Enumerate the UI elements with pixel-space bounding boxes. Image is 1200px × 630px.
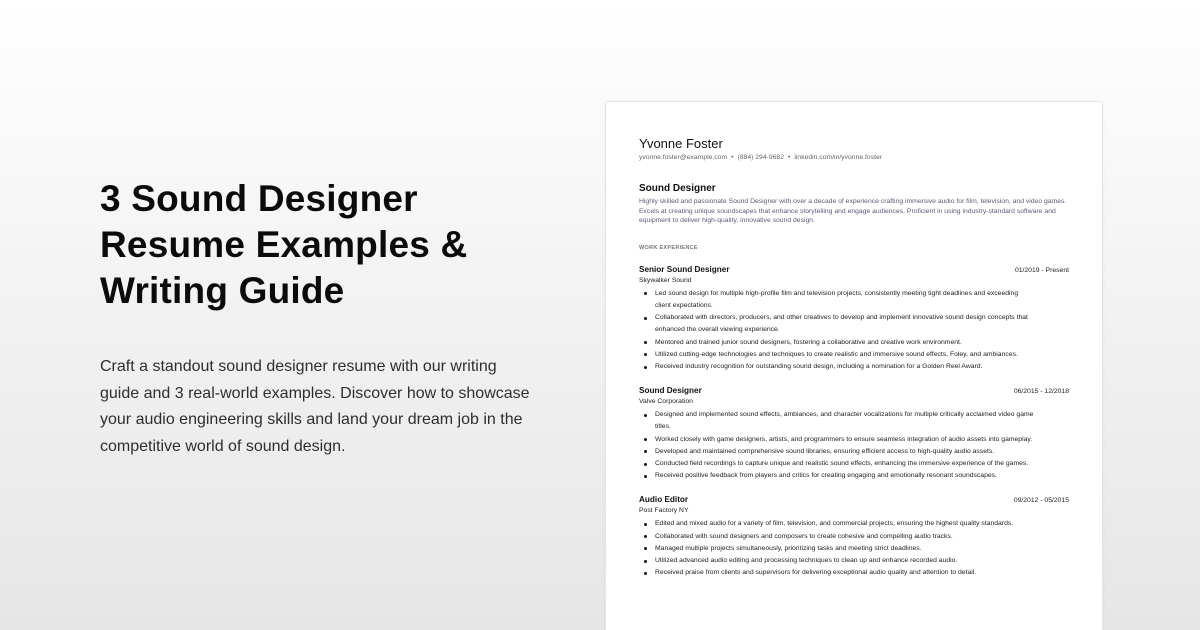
title-line: 3 Sound Designer [100,178,418,219]
bullet-item: Collaborated with directors, producers, and other creatives to develop and implement innovative sound design concepts that enhanced the overall viewing experience. [639,312,1069,336]
job-title: Senior Sound Designer [639,264,730,274]
bullet-item: Developed and maintained comprehensive sound libraries, ensuring efficient access to high-quality audio assets. [639,446,1069,458]
job-dates: 09/2012 - 05/2015 [1013,497,1069,505]
contact-separator: • [788,154,791,161]
job-header [639,385,1069,397]
job-company: Valve Corporation [639,398,693,406]
job-bullets [639,518,1069,579]
resume-contact [639,153,1069,163]
job-company: Skywalker Sound [639,276,692,284]
contact-separator: • [731,154,734,161]
resume-name: Yvonne Foster [639,136,723,151]
hero-section [100,176,540,460]
bullet-item: Managed multiple projects simultaneously, prioritizing tasks and meeting strict deadlines. [639,543,1069,555]
job-bullets [639,409,1069,482]
title-line: Resume Examples & [100,224,468,265]
contact-email: yvonne.foster@example.com [639,154,728,161]
page-title [100,176,540,314]
contact-linkedin: linkedin.com/in/yvonne.foster [794,154,883,161]
job-bullets [639,288,1069,373]
bullet-item: Edited and mixed audio for a variety of film, television, and commercial projects, ensuring the highest quality standards. [639,518,1069,530]
job-company: Post Factory NY [639,507,689,515]
resume-preview [605,101,1103,630]
bullet-item: Utilized advanced audio editing and processing techniques to clean up and enhance recorded audio. [639,555,1069,567]
job-entry [639,385,1069,482]
intro-paragraph: Craft a standout sound designer resume with our writing guide and 3 real-world examples. Discover how to showcase your audio engineering skills and land your dream job in the competitive world of sound design. [100,358,530,455]
title-line: Writing Guide [100,270,345,311]
job-title: Sound Designer [639,386,702,396]
bullet-item: Received industry recognition for outstanding sound design, including a nomination for a Golden Reel Award. [639,361,1069,373]
job-header [639,494,1069,506]
contact-phone: (884) 294-9682 [737,154,784,161]
summary-text: Highly skilled and passionate Sound Designer with over a decade of experience crafting immersive audio for film, television, and video games. Excels at creating unique soundscapes that enhance storytelling and engage audiences. Proficient in using industry-standard software and equipment to deliver high-quality, innovative sound design. [639,198,1067,225]
bullet-item: Received positive feedback from players and critics for creating engaging and emotionally resonant soundscapes. [639,470,1069,482]
bullet-item: Collaborated with sound designers and composers to create cohesive and compelling audio tracks. [639,531,1069,543]
job-entry [639,494,1069,579]
bullet-item: Designed and implemented sound effects, ambiances, and character vocalizations for multiple critically acclaimed video game titles. [639,409,1069,433]
bullet-item: Received praise from clients and supervisors for delivering exceptional audio quality and attention to detail. [639,567,1069,579]
work-experience-label: WORK EXPERIENCE [639,244,698,251]
bullet-item: Led sound design for multiple high-profile film and television projects, consistently meeting tight deadlines and exceeding client expectations. [639,288,1069,312]
job-header [639,264,1069,276]
summary-title: Sound Designer [639,183,716,194]
job-dates: 01/2019 - Present [1014,266,1069,274]
job-title: Audio Editor [639,495,689,505]
bullet-item: Utilized cutting-edge technologies and techniques to create realistic and immersive sound effects, Foley, and ambiances. [639,349,1069,361]
job-dates: 06/2015 - 12/2018 [1013,388,1069,396]
bullet-item: Conducted field recordings to capture unique and realistic sound effects, enhancing the immersive experience of the games. [639,458,1069,470]
bullet-item: Worked closely with game designers, artists, and programmers to ensure seamless integration of audio assets into gameplay. [639,434,1069,446]
job-entry [639,264,1069,373]
bullet-item: Mentored and trained junior sound designers, fostering a collaborative and creative work environment. [639,337,1069,349]
